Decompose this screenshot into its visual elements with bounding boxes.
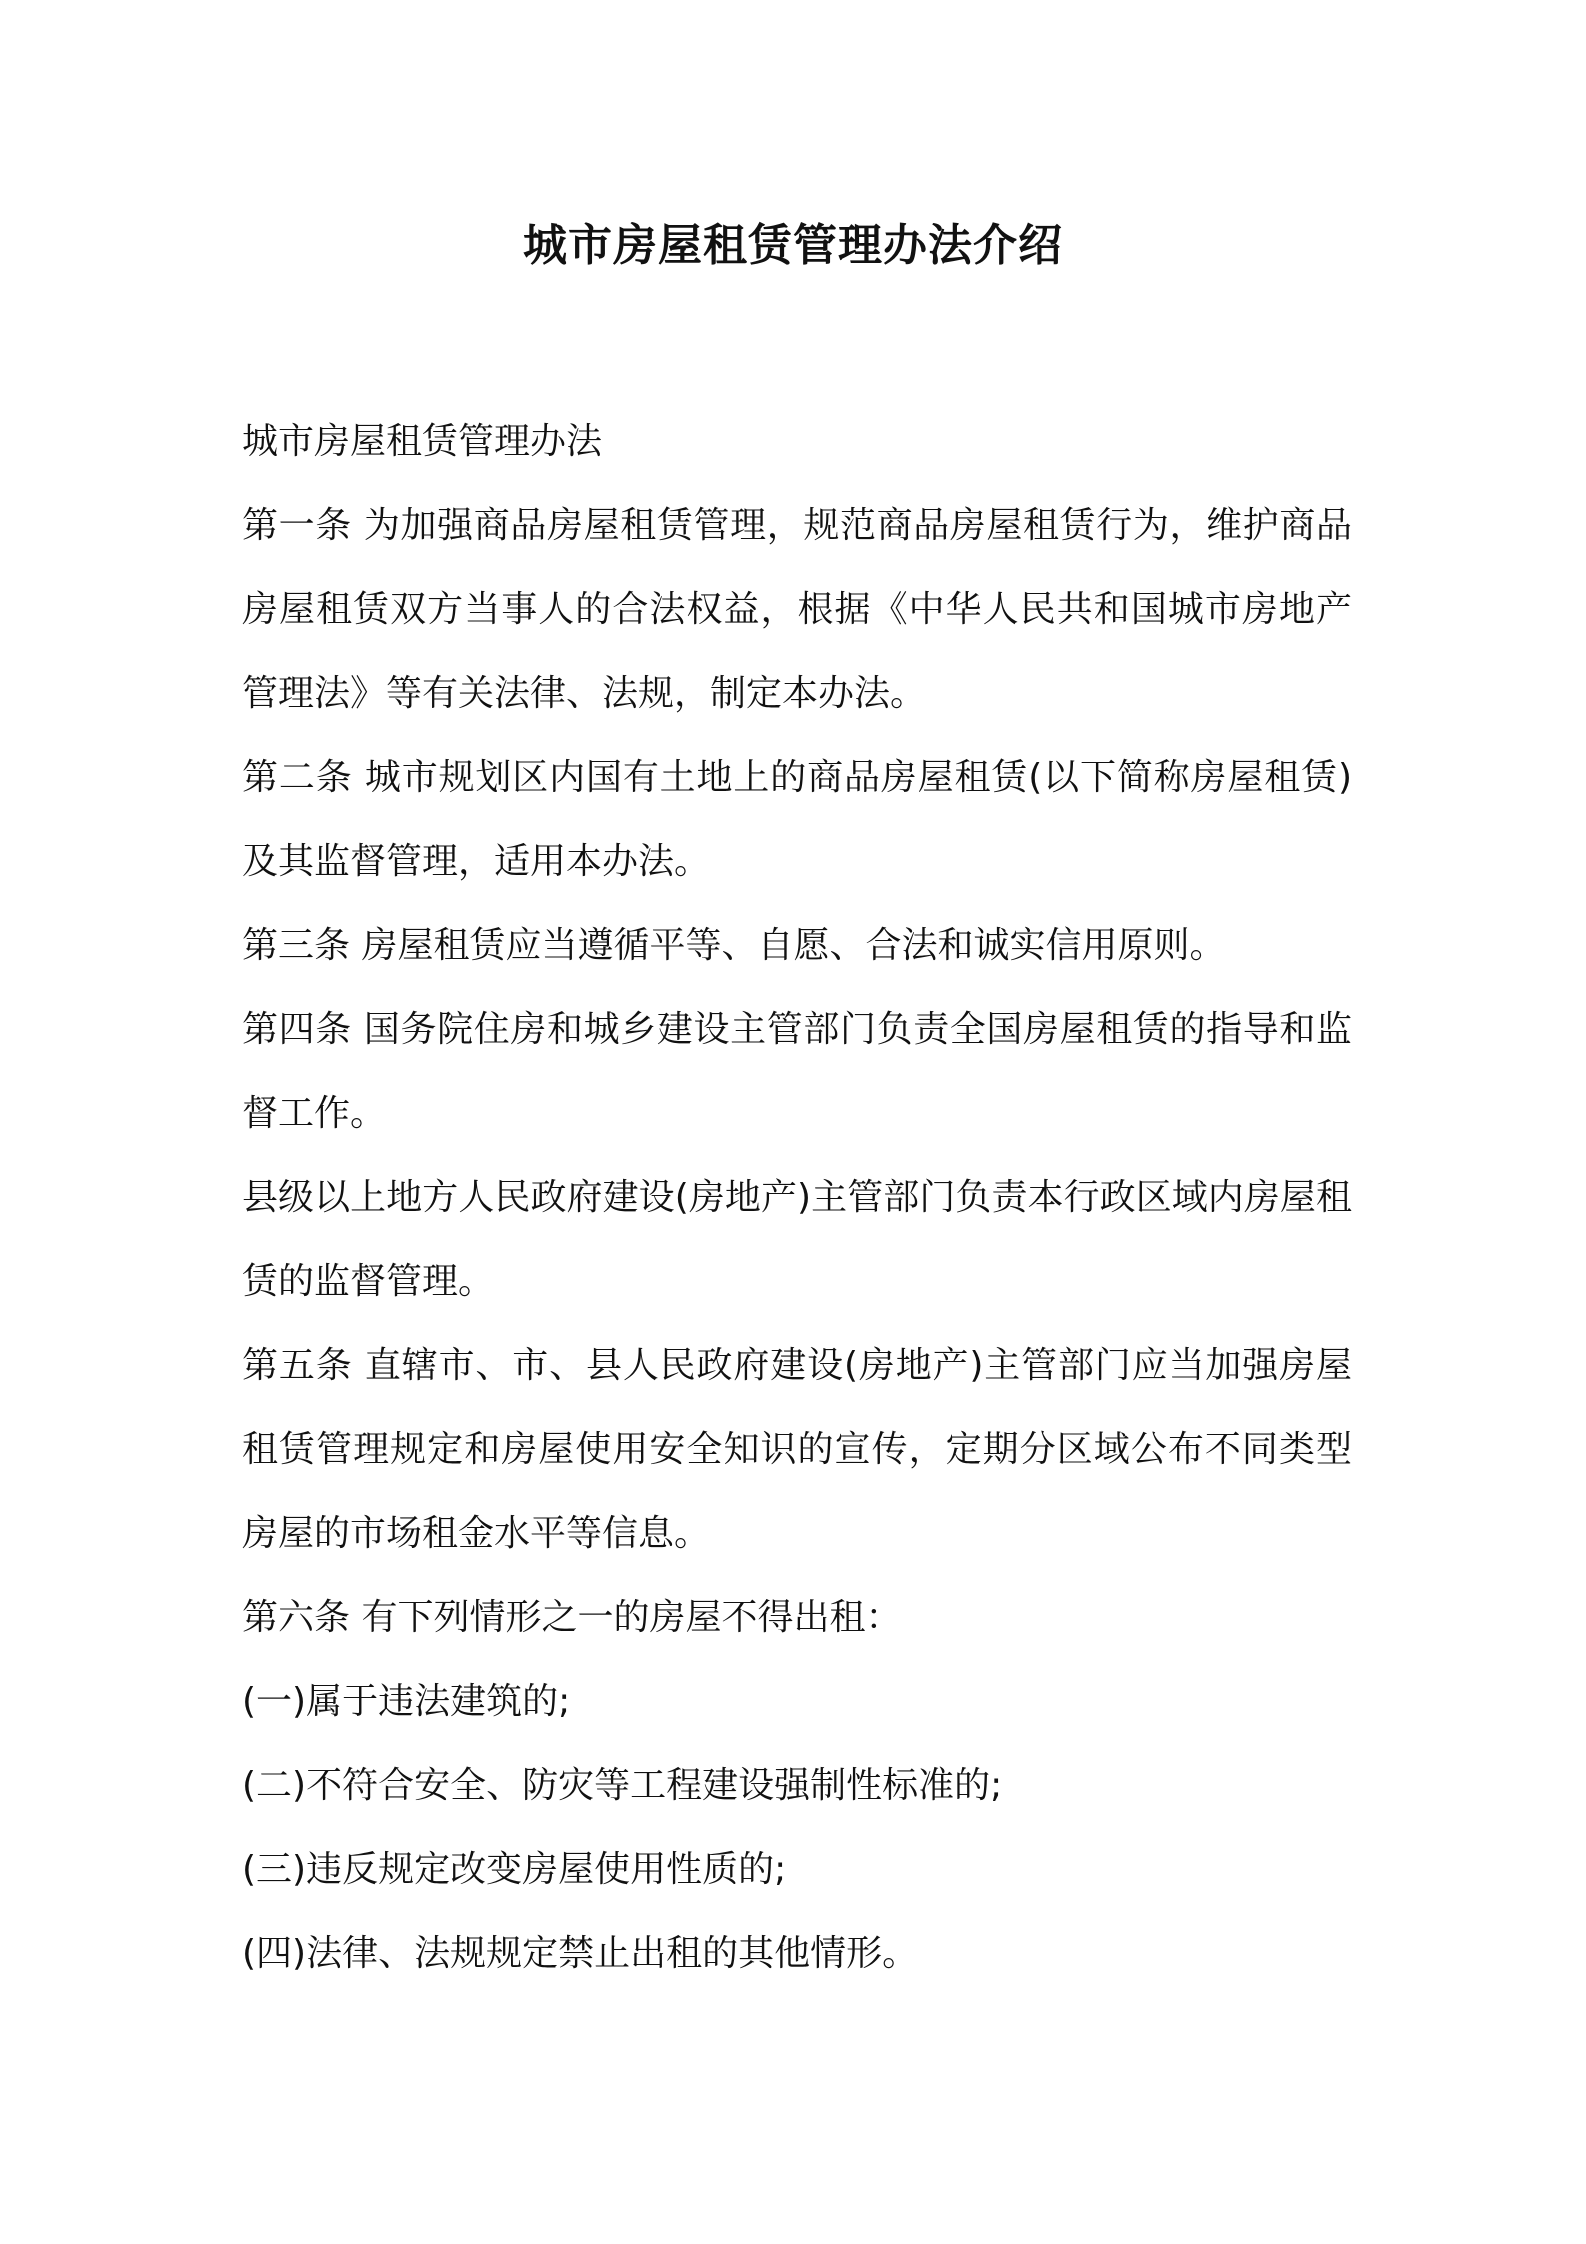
article-6: 第六条 有下列情形之一的房屋不得出租：	[242, 1597, 902, 1638]
document-body	[242, 400, 1352, 1996]
article-2: 第二条 城市规划区内国有土地上的商品房屋租赁(以下简称房屋租赁)及其监督管理，适用本办法。	[242, 757, 1352, 882]
list-item: (一)属于违法建筑的;	[242, 1681, 571, 1722]
list-item: (三)违反规定改变房屋使用性质的;	[242, 1849, 787, 1890]
document-title: 城市房屋租赁管理办法介绍	[523, 220, 1063, 271]
article-4-clause-2: 县级以上地方人民政府建设(房地产)主管部门负责本行政区域内房屋租赁的监督管理。	[242, 1177, 1352, 1302]
article-5: 第五条 直辖市、市、县人民政府建设(房地产)主管部门应当加强房屋租赁管理规定和房屋使用安全知识的宣传，定期分区域公布不同类型房屋的市场租金水平等信息。	[242, 1345, 1352, 1554]
section-heading: 城市房屋租赁管理办法	[242, 421, 603, 462]
list-item: (四)法律、法规规定禁止出租的其他情形。	[242, 1933, 919, 1974]
article-4: 第四条 国务院住房和城乡建设主管部门负责全国房屋租赁的指导和监督工作。	[242, 1009, 1352, 1134]
article-3: 第三条 房屋租赁应当遵循平等、自愿、合法和诚实信用原则。	[242, 925, 1226, 966]
list-item: (二)不符合安全、防灾等工程建设强制性标准的;	[242, 1765, 1003, 1806]
article-1: 第一条 为加强商品房屋租赁管理，规范商品房屋租赁行为，维护商品房屋租赁双方当事人的合法权益，根据《中华人民共和国城市房地产管理法》等有关法律、法规，制定本办法。	[242, 505, 1352, 714]
